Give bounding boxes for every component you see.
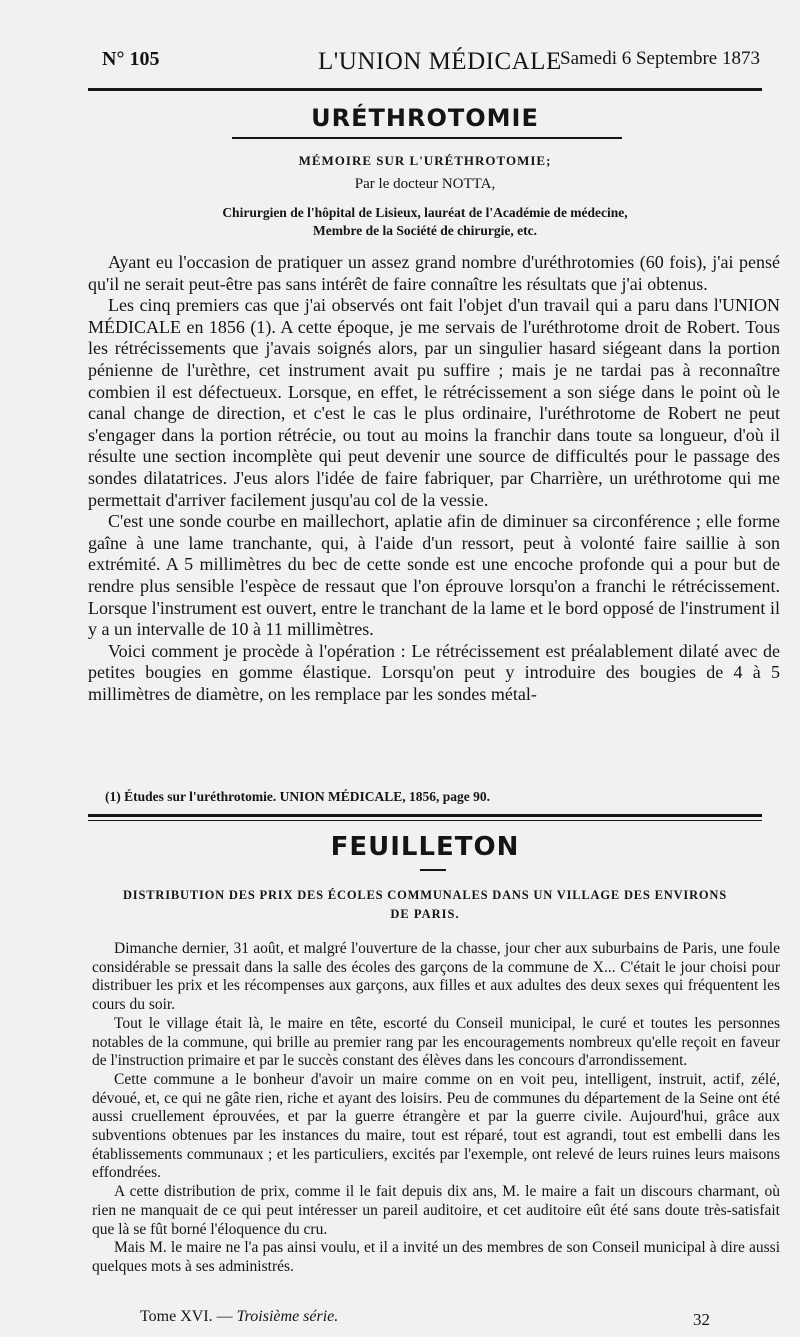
article-paragraph: Voici comment je procède à l'opération : Le rétrécissement est préalablement dilaté avec de petites bougies en gomme élastique. Lorsqu'on peut y introduire des bougies de 4 à 5 millimètres de diamètre, on les remplace par les sondes métal- [88, 640, 780, 704]
feuilleton-paragraph: Dimanche dernier, 31 août, et malgré l'ouverture de la chasse, jour cher aux suburbains de Paris, une foule considérable se pressait dans la salle des écoles des garçons de la commune de X... C'était le jour choisi pour distribuer les prix et les récompenses aux garçons, aux filles et aux adultes des deux sexes qui fréquentent les cours du soir. [92, 940, 780, 1014]
page-number: 32 [693, 1310, 710, 1329]
page-footer-tome [140, 1308, 338, 1326]
serie-label: Troisième série. [236, 1308, 339, 1325]
issue-date: Samedi 6 Septembre 1873 [560, 48, 760, 69]
feuilleton-body [92, 940, 780, 1277]
author-affiliation-1: Chirurgien de l'hôpital de Lisieux, lauréat de l'Académie de médecine, [222, 205, 628, 220]
tome-label: Tome XVI. — [140, 1308, 233, 1325]
feuilleton-section-title: FEUILLETON [330, 832, 520, 862]
header-rule [88, 88, 762, 91]
feuilleton-rule-bottom [88, 820, 762, 821]
issue-number: N° 105 [102, 48, 160, 70]
article-body [88, 252, 780, 705]
feuilleton-dash [420, 869, 446, 871]
article-section-title: URÉTHROTOMIE [311, 104, 539, 132]
feuilleton-paragraph: Cette commune a le bonheur d'avoir un maire comme on en voit peu, intelligent, instruit, actif, zélé, dévoué, et, ce qui ne gâte rien, riche et ayant des loisirs. Peu de communes du département de la Seine ont été aussi cruellement éprouvées, et par la guerre étrangère et par la guerre civile. Aujourd'hui, grâce aux subventions obtenues par les instances du maire, tout est réparé, tout est agrandi, tout est embelli dans les établissements communaux ; et les particuliers, excités par l'exemple, ont relevé de leurs ruines leurs maisons effondrées. [92, 1070, 780, 1182]
article-paragraph: Les cinq premiers cas que j'ai observés ont fait l'objet d'un travail qui a paru dans l'UNION MÉDICALE en 1856 (1). A cette époque, je me servais de l'uréthrotome droit de Robert. Tous les rétrécissements que j'avais soignés alors, par un singulier hasard siégeant dans la portion pénienne de l'urèthre, cet instrument avait pu suffire ; mais je ne tardai pas à reconnaître combien il est défectueux. Lorsque, en effet, le rétrécissement a son siége dans le point où le canal change de direction, et c'est le cas le plus ordinaire, l'uréthrotome de Robert ne peut s'engager dans la portion rétrécie, ou tout au moins la franchir dans toute sa longueur, d'où il résulte une section incomplète qui peut devenir une source de difficultés pour le passage des sondes dilatatrices. J'eus alors l'idée de faire fabriquer, par Charrière, un uréthrotome qui me permettait d'arriver facilement jusqu'au col de la vessie. [88, 295, 780, 510]
feuilleton-paragraph: Mais M. le maire ne l'a pas ainsi voulu, et il a invité un des membres de son Conseil municipal à dire aussi quelques mots à ses administrés. [92, 1239, 780, 1275]
article-byline: Par le docteur NOTTA, [354, 176, 496, 192]
feuilleton-subtitle-1: DISTRIBUTION DES PRIX DES ÉCOLES COMMUNALES DANS UN VILLAGE DES ENVIRONS [122, 888, 727, 902]
feuilleton-paragraph: Tout le village était là, le maire en tête, escorté du Conseil municipal, le curé et toutes les personnes notables de la commune, qui brille au premier rang par les encouragements nombreux qu'elle reçoit en faveur de l'instruction primaire et par le succès constant des élèves dans les concours d'arrondissement. [92, 1014, 780, 1070]
author-affiliation-2: Membre de la Société de chirurgie, etc. [313, 223, 537, 238]
feuilleton-subtitle-2: DE PARIS. [390, 907, 460, 921]
feuilleton-rule-top [88, 814, 762, 817]
article-paragraph: C'est une sonde courbe en maillechort, aplatie afin de diminuer sa circonférence ; elle forme gaîne à une lame tranchante, qui, à l'aide d'un ressort, peut à volonté faire saillie à son extrémité. A 5 millimètres du bec de cette sonde est une encoche profonde qui a pour but de rendre plus sensible l'espèce de ressaut que l'on éprouve lorsqu'on a franchi le rétrécissement. Lorsque l'instrument est ouvert, entre le tranchant de la lame et le bord opposé de l'instrument il y a un intervalle de 10 à 11 millimètres. [88, 511, 780, 640]
journal-title: L'UNION MÉDICALE [318, 48, 562, 75]
title-underline [232, 137, 622, 139]
article-footnote: (1) Études sur l'uréthrotomie. UNION MÉDICALE, 1856, page 90. [105, 789, 491, 804]
article-paragraph: Ayant eu l'occasion de pratiquer un assez grand nombre d'uréthrotomies (60 fois), j'ai pensé qu'il ne serait peut-être pas sans intérêt de faire connaître les résultats que j'ai obtenus. [88, 252, 780, 294]
feuilleton-paragraph: A cette distribution de prix, comme il le fait depuis dix ans, M. le maire a fait un discours charmant, où rien ne manquait de ce qui peut intéresser un pareil auditoire, et cet auditoire eût été sans doute très-satisfait que là se fût borné l'éloquence du cru. [92, 1183, 780, 1238]
article-subtitle: MÉMOIRE SUR L'URÉTHROTOMIE; [298, 153, 552, 168]
page-header [88, 44, 762, 80]
